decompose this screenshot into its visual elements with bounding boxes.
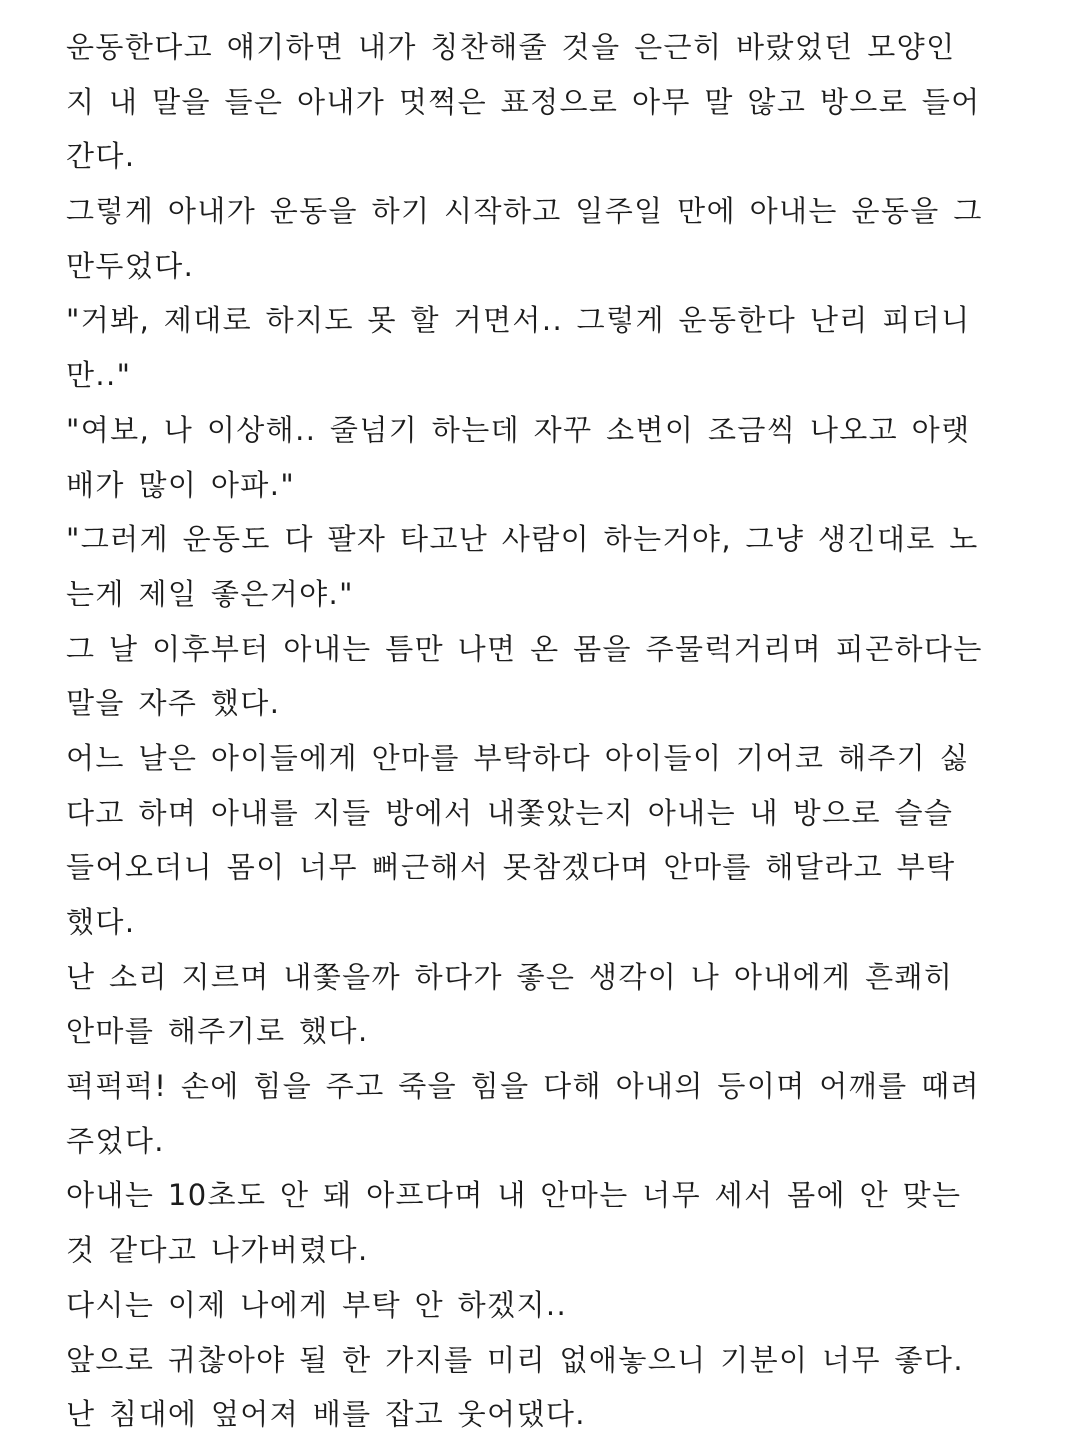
text-line: 지 내 말을 들은 아내가 멋쩍은 표정으로 아무 말 않고 방으로 들어: [66, 84, 981, 119]
text-line: "여보, 나 이상해.. 줄넘기 하는데 자꾸 소변이 조금씩 나오고 아랫: [66, 412, 971, 447]
text-line: 만..": [66, 358, 132, 393]
text-line: 다고 하며 아내를 지들 방에서 내쫓았는지 아내는 내 방으로 슬슬: [66, 795, 954, 830]
text-line: 난 침대에 엎어져 배를 잡고 웃어댔다.: [66, 1397, 586, 1432]
text-line: 그 날 이후부터 아내는 틈만 나면 온 몸을 주물럭거리며 피곤하다는: [66, 631, 983, 666]
text-line: 난 소리 지르며 내쫓을까 하다가 좋은 생각이 나 아내에게 흔쾌히: [66, 959, 954, 994]
text-line: 퍽퍽퍽! 손에 힘을 주고 죽을 힘을 다해 아내의 등이며 어깨를 때려: [66, 1069, 980, 1104]
text-line: "거봐, 제대로 하지도 못 할 거면서.. 그렇게 운동한다 난리 피더니: [66, 303, 971, 338]
text-line: 안마를 해주기로 했다.: [66, 1014, 369, 1049]
text-line: 간다.: [66, 139, 136, 174]
text-line: 주었다.: [66, 1123, 165, 1158]
text-line: 말을 자주 했다.: [66, 686, 281, 721]
text-line: 앞으로 귀찮아야 될 한 가지를 미리 없애놓으니 기분이 너무 좋다.: [66, 1342, 964, 1377]
text-line: 아내는 10초도 안 돼 아프다며 내 안마는 너무 세서 몸에 안 맞는: [66, 1178, 962, 1213]
text-line: 것 같다고 나가버렸다.: [66, 1233, 369, 1268]
text-line: 어느 날은 아이들에게 안마를 부탁하다 아이들이 기어코 해주기 싫: [66, 740, 970, 775]
text-line: 들어오더니 몸이 너무 뻐근해서 못참겠다며 안마를 해달라고 부탁: [66, 850, 956, 885]
text-line: "그러게 운동도 다 팔자 타고난 사람이 하는거야, 그냥 생긴대로 노: [66, 522, 979, 557]
story-text: [66, 20, 1036, 1442]
text-line: 그렇게 아내가 운동을 하기 시작하고 일주일 만에 아내는 운동을 그: [66, 194, 983, 229]
text-line: 배가 많이 아파.": [66, 467, 296, 502]
text-line: 했다.: [66, 905, 136, 939]
text-line: 운동한다고 얘기하면 내가 칭찬해줄 것을 은근히 바랐었던 모양인: [66, 30, 956, 64]
text-line: 는게 제일 좋은거야.": [66, 576, 354, 611]
text-line: 다시는 이제 나에게 부탁 안 하겠지..: [66, 1287, 568, 1322]
text-line: 만두었다.: [66, 248, 195, 283]
